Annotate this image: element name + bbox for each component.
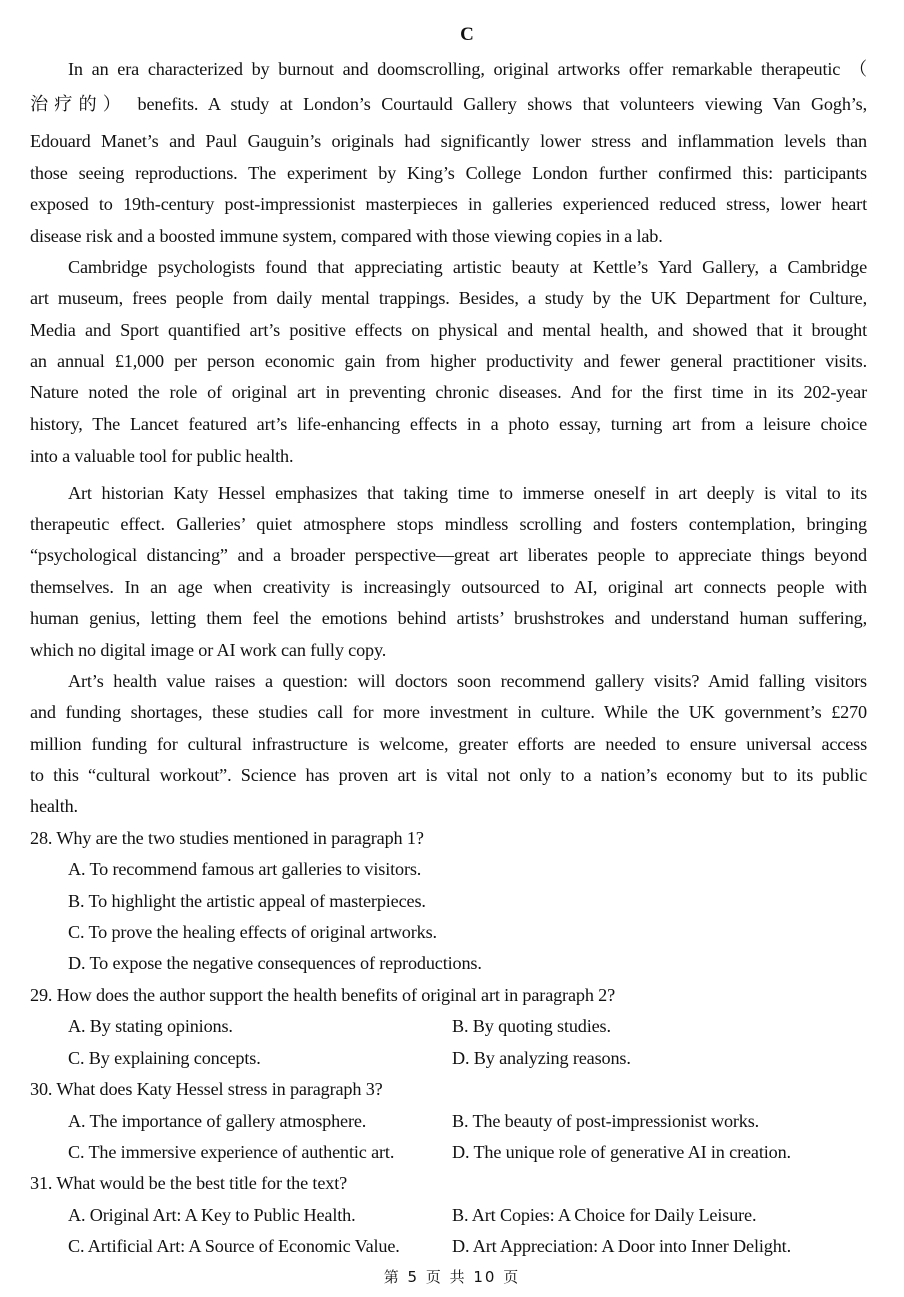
option-b: B. Art Copies: A Choice for Daily Leisure. [452,1205,757,1225]
option-c: C. The immersive experience of authentic art. [68,1142,395,1162]
option-d: D. By analyzing reasons. [452,1048,631,1068]
paragraph-line: an annual £1,000 per person economic gain from higher productivity and fewer general practitioner visits. [30,351,867,371]
paragraph-line: million funding for cultural infrastructure is welcome, greater efforts are needed to ensure universal access [30,734,867,754]
option-c: C. By explaining concepts. [68,1048,261,1068]
option-a: A. To recommend famous art galleries to visitors. [68,859,422,879]
paragraph-line: those seeing reproductions. The experiment by King’s College London further confirmed this: participants [30,163,867,183]
question-stem: 30. What does Katy Hessel stress in paragraph 3? [30,1079,383,1099]
paragraph-line: Media and Sport quantified art’s positive effects on physical and mental health, and showed that it brought [30,320,867,340]
question-stem: 31. What would be the best title for the text? [30,1173,348,1193]
paragraph-line: to this “cultural workout”. Science has proven art is vital not only to a nation’s economy but to its public [30,765,867,785]
paragraph-line: themselves. In an age when creativity is increasingly outsourced to AI, original art connects people with [30,577,867,597]
option-b: B. The beauty of post-impressionist works. [452,1111,760,1131]
option-b: B. By quoting studies. [452,1016,611,1036]
option-a: A. By stating opinions. [68,1016,233,1036]
paragraph-line: disease risk and a boosted immune system, compared with those viewing copies in a lab. [30,226,663,246]
option-d: D. To expose the negative consequences of reproductions. [68,953,482,973]
paragraph-line: Art historian Katy Hessel emphasizes that taking time to immerse oneself in art deeply is vital to its [68,483,867,503]
option-b: B. To highlight the artistic appeal of masterpieces. [68,891,426,911]
paragraph-line: Art’s health value raises a question: will doctors soon recommend gallery visits? Amid falling visitors [68,671,867,691]
paragraph-line: exposed to 19th-century post-impressionist masterpieces in galleries experienced reduced stress, lower heart [30,194,867,214]
question-stem: 28. Why are the two studies mentioned in paragraph 1? [30,828,424,848]
option-c: C. To prove the healing effects of original artworks. [68,922,437,942]
paragraph-line: Cambridge psychologists found that appreciating artistic beauty at Kettle’s Yard Gallery, a Cambridge [68,257,867,277]
option-a: A. Original Art: A Key to Public Health. [68,1205,356,1225]
page-number-footer: 第 5 页 共 10 页 [383,1268,521,1286]
paragraph-line: history, The Lancet featured art’s life-enhancing effects in a photo essay, turning art from a leisure choice [30,414,867,434]
paragraph-line: 治疗的） benefits. A study at London’s Courtauld Gallery shows that volunteers viewing Van Gogh’s, [30,94,867,114]
paragraph-line: “psychological distancing” and a broader perspective—great art liberates people to appreciate things beyond [30,545,867,565]
paragraph-line: into a valuable tool for public health. [30,446,294,466]
paragraph-line: art museum, frees people from daily mental trappings. Besides, a study by the UK Department for Culture, [30,288,867,308]
paragraph-line: Nature noted the role of original art in preventing chronic diseases. And for the first time in its 202-year [30,382,867,402]
paragraph-line: In an era characterized by burnout and doomscrolling, original artworks offer remarkable therapeutic （ [68,59,867,79]
section-title: C [460,24,474,45]
paragraph-line: therapeutic effect. Galleries’ quiet atmosphere stops mindless scrolling and fosters contemplation, bringing [30,514,867,534]
paragraph-line: human genius, letting them feel the emotions behind artists’ brushstrokes and understand human suffering, [30,608,867,628]
option-a: A. The importance of gallery atmosphere. [68,1111,367,1131]
paragraph-line: health. [30,796,78,816]
option-d: D. Art Appreciation: A Door into Inner Delight. [452,1236,791,1256]
question-stem: 29. How does the author support the health benefits of original art in paragraph 2? [30,985,616,1005]
paragraph-line: which no digital image or AI work can fully copy. [30,640,387,660]
option-c: C. Artificial Art: A Source of Economic Value. [68,1236,400,1256]
paragraph-line: and funding shortages, these studies call for more investment in culture. While the UK government’s £270 [30,702,867,722]
option-d: D. The unique role of generative AI in creation. [452,1142,791,1162]
paragraph-line: Edouard Manet’s and Paul Gauguin’s originals had significantly lower stress and inflammation levels than [30,131,867,151]
